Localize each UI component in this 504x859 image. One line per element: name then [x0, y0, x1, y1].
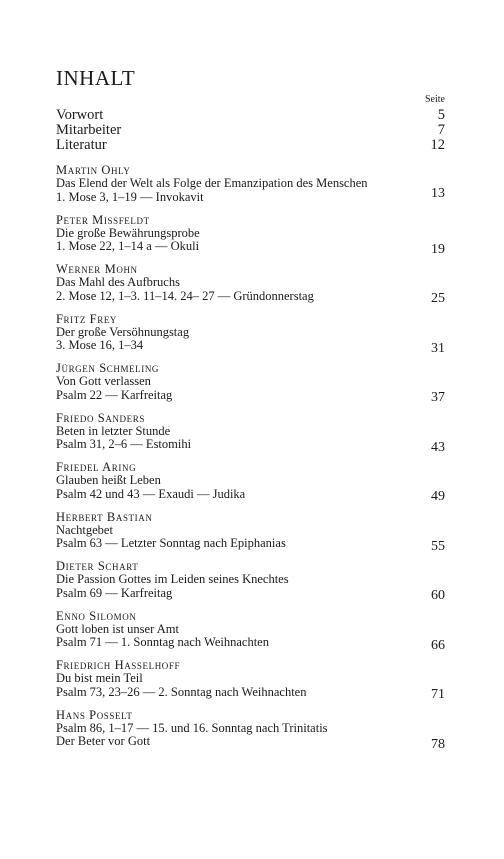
front-matter-item — [56, 108, 445, 123]
entry-page: 19 — [431, 241, 445, 257]
entry-title: Der Beter vor Gott — [56, 734, 151, 749]
entry-title: Die Passion Gottes im Leiden seines Knechtes — [56, 572, 289, 586]
entry-title: Das Mahl des Aufbruchs — [56, 275, 180, 289]
toc-entry — [56, 262, 445, 312]
front-matter-list — [56, 108, 445, 153]
entry-scripture: 1. Mose 3, 1–19 — Invokavit — [56, 189, 204, 204]
entry-title: Beten in letzter Stunde — [56, 423, 171, 438]
toc-entry — [56, 708, 445, 758]
entry-page: 71 — [431, 687, 445, 702]
toc-entry — [56, 312, 445, 362]
toc-entries — [56, 163, 445, 757]
entry-title: Von Gott verlassen — [56, 374, 151, 388]
entry-author: Friedo Sanders — [56, 410, 145, 425]
entry-author: Friedrich Hasselhoff — [56, 658, 181, 672]
entry-title: Die große Bewährungsprobe — [56, 225, 200, 240]
entry-scripture: Psalm 69 — Karfreitag — [56, 585, 173, 600]
front-matter-item — [56, 138, 445, 153]
toc-entry — [56, 609, 445, 659]
seite-column-label: Seite — [425, 94, 445, 105]
entry-author: Werner Mohn — [56, 262, 138, 276]
entry-author: Fritz Frey — [56, 311, 118, 326]
entry-page: 37 — [431, 390, 445, 405]
toc-entry — [56, 361, 445, 411]
entry-title: Gott loben ist unser Amt — [56, 621, 179, 636]
entry-author: Herbert Bastian — [56, 509, 153, 524]
toc-entry — [56, 510, 445, 560]
entry-scripture: 1. Mose 22, 1–14 a — Okuli — [56, 239, 200, 254]
entry-scripture: Psalm 63 — Letzter Sonntag nach Epiphanias — [56, 536, 286, 551]
entry-scripture: Psalm 71 — 1. Sonntag nach Weihnachten — [56, 635, 269, 650]
toc-entry — [56, 559, 445, 609]
entry-author: Peter Missfeldt — [56, 212, 150, 227]
toc-entry — [56, 213, 445, 263]
front-matter-label: Mitarbeiter — [56, 122, 122, 138]
entry-title: Glauben heißt Leben — [56, 473, 161, 487]
entry-page: 43 — [431, 439, 445, 455]
toc-entry — [56, 163, 445, 213]
page-title: INHALT — [56, 66, 136, 90]
entry-author: Hans Posselt — [56, 707, 133, 722]
entry-page: 78 — [431, 736, 445, 752]
entry-scripture: Psalm 31, 2–6 — Estomihi — [56, 437, 192, 452]
front-matter-label: Vorwort — [56, 107, 104, 123]
entry-title: Du bist mein Teil — [56, 671, 143, 685]
entry-page: 25 — [431, 291, 445, 306]
entry-scripture: Psalm 73, 23–26 — 2. Sonntag nach Weihnachten — [56, 684, 307, 699]
front-matter-page: 5 — [437, 107, 445, 123]
entry-page: 49 — [431, 489, 445, 504]
entry-page: 60 — [431, 588, 445, 603]
front-matter-item — [56, 123, 445, 138]
front-matter-page: 7 — [437, 122, 445, 138]
entry-author: Dieter Schart — [56, 559, 139, 573]
front-matter-page: 12 — [430, 137, 445, 153]
toc-entry — [56, 658, 445, 708]
entry-scripture: 2. Mose 12, 1–3. 11–14. 24– 27 — Gründonnerstag — [56, 288, 314, 303]
entry-author: Jürgen Schmeling — [56, 361, 160, 375]
entry-title: Der große Versöhnungstag — [56, 324, 190, 339]
entry-page: 55 — [431, 538, 445, 554]
toc-entry — [56, 460, 445, 510]
front-matter-label: Literatur — [56, 137, 107, 153]
entry-author: Enno Silomon — [56, 608, 137, 623]
entry-scripture: Psalm 42 und 43 — Exaudi — Judika — [56, 486, 246, 501]
toc-entry — [56, 411, 445, 461]
entry-scripture: Psalm 22 — Karfreitag — [56, 387, 173, 402]
entry-author: Martin Ohly — [56, 163, 131, 177]
entry-title: Nachtgebet — [56, 522, 113, 537]
entry-page: 31 — [431, 340, 445, 356]
entry-scripture: 3. Mose 16, 1–34 — [56, 338, 144, 353]
entry-page: 13 — [431, 186, 445, 201]
entry-scripture: Psalm 86, 1–17 — 15. und 16. Sonntag nach Trinitatis — [56, 720, 328, 735]
entry-title: Das Elend der Welt als Folge der Emanzipation des Menschen — [56, 176, 368, 190]
entry-page: 66 — [431, 637, 445, 653]
entry-author: Friedel Aring — [56, 460, 137, 474]
